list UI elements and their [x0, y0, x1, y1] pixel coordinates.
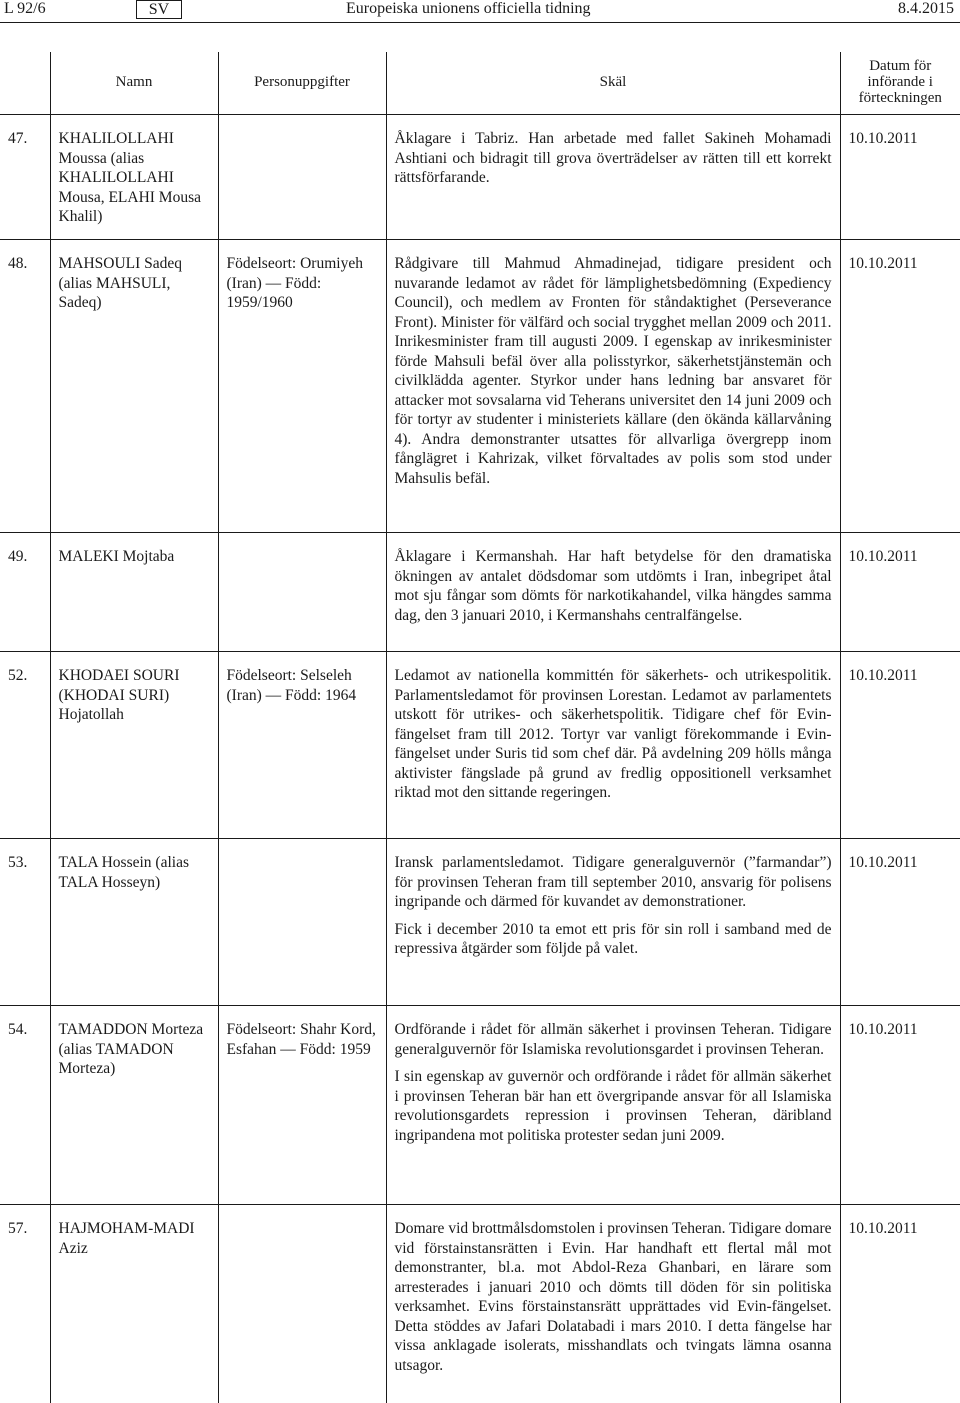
- entry-reason: [386, 652, 840, 839]
- entry-name-text: MAHSOULI Sadeq (alias MAHSULI, Sadeq): [59, 255, 183, 311]
- table-header-row: [0, 52, 960, 115]
- entry-personal: Födelseort: Selseleh (Iran) — Född: 1964: [218, 652, 386, 839]
- table-row: [0, 1205, 960, 1403]
- column-header-personal: Personuppgifter: [218, 52, 386, 115]
- column-header-name: Namn: [50, 52, 218, 115]
- entry-personal: [218, 839, 386, 1006]
- entry-number: 54.: [0, 1006, 50, 1205]
- journal-title: Europeiska unionens officiella tidning: [346, 0, 591, 18]
- entry-date: 10.10.2011: [840, 652, 960, 839]
- entry-name: [50, 1205, 218, 1403]
- entry-personal: Födelseort: Orumiyeh (Iran) — Född: 1959/1960: [218, 240, 386, 533]
- table-row: [0, 240, 960, 533]
- entry-name: [50, 652, 218, 839]
- entry-name: [50, 839, 218, 1006]
- entry-date: 10.10.2011: [840, 1205, 960, 1403]
- entry-personal: [218, 1205, 386, 1403]
- entry-reason: [386, 533, 840, 652]
- entry-name: [50, 1006, 218, 1205]
- column-header-reason: Skäl: [386, 52, 840, 115]
- entry-name: [50, 240, 218, 533]
- reason-paragraph: Iransk parlamentsledamot. Tidigare generalguvernör (”farmandar”) för provinsen Teheran fram till september 2010, ansvarig för polisens ingripande och därmed för kuvandet av demonstrationer.: [395, 853, 832, 912]
- table-row: [0, 533, 960, 652]
- reason-paragraph: Rådgivare till Mahmud Ahmadinejad, tidigare president och nuvarande ledamot av rådet för lämplighetsbedömning (Expediency Council), och medlem av Fronten för ståndaktighet (Perseverance Front). Minister för välfärd och social trygghet mellan 2009 och 2011. Inrikesminister fram till augusti 2009. I egenskap av inrikesminister förde Mahsuli befäl över alla polisstyrkor, säkerhetstjänstemän och civilklädda agenter. Styrkor under hans ledning bar ansvaret för attacker mot sovsalarna vid Teherans universitet den 14 juni 2009 och för tortyr av studenter i ministeriets källare (den ökända källarvåning 4). Andra demonstranter utsattes för allvarliga övergrepp inom fånglägret i Kahrizak, vilket förvaltades av polis som stod under Mahsulis befäl.: [395, 254, 832, 488]
- entry-personal: [218, 115, 386, 240]
- table-row: [0, 652, 960, 839]
- reason-paragraph: I sin egenskap av guvernör och ordförande i rådet för allmän säkerhet i provinsen Teheran bär han ett övergripande ansvar för all Islamiska revolutionsgardets repression i provinsen Teheran, däribland ingripandena mot politiska protester sedan juni 2009.: [395, 1067, 832, 1145]
- entry-name: [50, 115, 218, 240]
- sanctions-table: [0, 52, 960, 1403]
- entry-number: 52.: [0, 652, 50, 839]
- entry-number: 57.: [0, 1205, 50, 1403]
- table-row: [0, 1006, 960, 1205]
- entry-number: 47.: [0, 115, 50, 240]
- entry-reason: [386, 839, 840, 1006]
- entry-number: 48.: [0, 240, 50, 533]
- entry-number: 53.: [0, 839, 50, 1006]
- entry-name-text: MALEKI Mojtaba: [59, 548, 175, 565]
- entry-date: 10.10.2011: [840, 533, 960, 652]
- table-row: [0, 115, 960, 240]
- column-header-number: [0, 52, 50, 115]
- entry-name-text: TAMADDON Morteza (alias TAMADON Morteza): [59, 1021, 204, 1077]
- reason-paragraph: Åklagare i Tabriz. Han arbetade med fallet Sakineh Mohamadi Ashtiani och bidragit till grova överträdelser av rätten till ett korrekt rättsförfarande.: [395, 129, 832, 188]
- entry-reason: [386, 1205, 840, 1403]
- reason-paragraph: Fick i december 2010 ta emot ett pris för sin roll i samband med de repressiva åtgärder som följde på valet.: [395, 920, 832, 959]
- header-rule: [0, 22, 960, 23]
- page-header: [0, 0, 960, 20]
- entry-date: 10.10.2011: [840, 839, 960, 1006]
- entry-name-text: HAJMOHAM-MADI Aziz: [59, 1220, 195, 1257]
- page-reference: L 92/6: [4, 0, 46, 18]
- entry-reason: [386, 115, 840, 240]
- entry-name-text: TALA Hossein (alias TALA Hosseyn): [59, 854, 190, 891]
- language-badge: SV: [136, 0, 182, 19]
- entry-personal: [218, 533, 386, 652]
- entry-date: 10.10.2011: [840, 240, 960, 533]
- entry-number: 49.: [0, 533, 50, 652]
- publication-date: 8.4.2015: [898, 0, 954, 18]
- reason-paragraph: Ordförande i rådet för allmän säkerhet i provinsen Teheran. Tidigare generalguvernör för Islamiska revolutionsgardet i provinsen Teheran.: [395, 1020, 832, 1059]
- reason-paragraph: Ledamot av nationella kommittén för säkerhets- och utrikespolitik. Parlamentsledamot för provinsen Lorestan. Ledamot av parlamentets utskott för utrikes- och säkerhetspolitik. Tidigare chef för Evin-fängelset fram till 2012. Tortyr var vanligt förekommande i Evin-fängelset under Suris tid som chef där. På avdelning 209 hölls många aktivister fängslade på grund av fredlig oppositionell verksamhet riktad mot den sittande regeringen.: [395, 666, 832, 803]
- entry-personal: Födelseort: Shahr Kord, Esfahan — Född: 1959: [218, 1006, 386, 1205]
- table-row: [0, 839, 960, 1006]
- entry-name-text: KHODAEI SOURI (KHODAI SURI) Hojatollah: [59, 667, 180, 723]
- entry-name: [50, 533, 218, 652]
- column-header-listing-date: Datum för införande i förteckningen: [840, 52, 960, 115]
- entry-name-text: KHALILOLLAHI Moussa (alias KHALILOLLAHI Mousa, ELAHI Mousa Khalil): [59, 130, 202, 225]
- reason-paragraph: Åklagare i Kermanshah. Har haft betydelse för den dramatiska ökningen av antalet dödsdomar som utdömts i Iran, inbegripet åtal mot sju fångar som dömts för narkotikahandel, vilka hängdes samma dag, den 3 januari 2010, i Kermanshahs centralfängelse.: [395, 547, 832, 625]
- reason-paragraph: Domare vid brottmålsdomstolen i provinsen Teheran. Tidigare domare vid förstainstansrätten i Evin. Har handhaft ett flertal mål mot demonstranter, bl.a. mot Abdol-Reza Ghanbari, en lärare som arresterades i januari 2010 och dömts till döden för sin politiska verksamhet. Evins förstainstansrätt upprättades vid Evin-fängelset. Detta stöddes av Jafari Dolatabadi i mars 2010. I detta fängelse har vissa anklagade isolerats, misshandlats och tvingats lämna osanna utsagor.: [395, 1219, 832, 1375]
- entry-reason: [386, 1006, 840, 1205]
- entry-date: 10.10.2011: [840, 115, 960, 240]
- entry-reason: [386, 240, 840, 533]
- entry-date: 10.10.2011: [840, 1006, 960, 1205]
